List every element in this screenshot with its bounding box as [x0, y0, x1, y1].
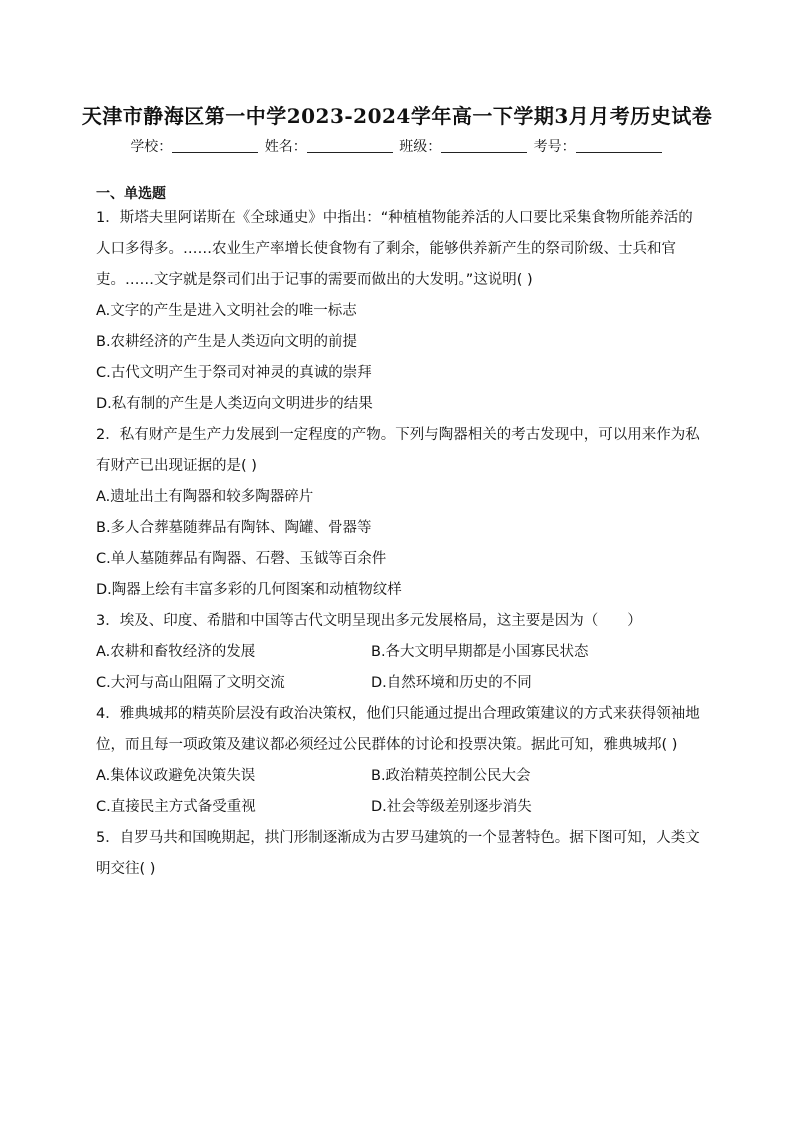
q3-option-c: C.大河与高山阻隔了文明交流 [96, 675, 285, 691]
school-blank[interactable] [172, 138, 258, 153]
q4-options-row-1 [96, 761, 700, 792]
class-label: 班级： [399, 139, 442, 155]
q2-option-b: B.多人合葬墓随葬品有陶钵、陶罐、骨器等 [96, 520, 372, 536]
q4-option-a: A.集体议政避免决策失误 [96, 768, 256, 784]
q1-option-d: D.私有制的产生是人类迈向文明进步的结果 [96, 396, 373, 412]
q2-option-d: D.陶器上绘有丰富多彩的几何图案和动植物纹样 [96, 582, 402, 598]
name-label: 姓名： [264, 139, 307, 155]
q3-option-b: B.各大文明早期都是小国寡民状态 [371, 644, 589, 660]
school-label: 学校： [130, 139, 173, 155]
q3-options-row-2 [96, 668, 700, 699]
q3-option-d: D.自然环境和历史的不同 [371, 675, 532, 691]
q2-option-a: A.遗址出土有陶器和较多陶器碎片 [96, 489, 314, 505]
q4-options-row-2 [96, 792, 700, 823]
student-info-line [0, 136, 794, 156]
questions-list [96, 203, 700, 885]
question-3: 3．埃及、印度、希腊和中国等古代文明呈现出多元发展格局，这主要是因为（ ） [96, 613, 642, 629]
section-heading: 一、单选题 [96, 186, 166, 202]
q4-option-c: C.直接民主方式备受重视 [96, 799, 256, 815]
question-1: 1．斯塔夫里阿诺斯在《全球通史》中指出：“种植植物能养活的人口要比采集食物所能养活的人口多得多。……农业生产率增长使食物有了剩余，能够供养新产生的祭司阶级、士兵和官吏。……文字就是祭司们出于记事的需要而做出的大发明。”这说明( ) [96, 210, 693, 288]
exam-number-label: 考号： [533, 139, 576, 155]
q1-option-c: C.古代文明产生于祭司对神灵的真诚的崇拜 [96, 365, 372, 381]
q3-options-row-1 [96, 637, 700, 668]
q1-option-a: A.文字的产生是进入文明社会的唯一标志 [96, 303, 357, 319]
question-4: 4．雅典城邦的精英阶层没有政治决策权，他们只能通过提出合理政策建议的方式来获得领袖地位，而且每一项政策及建议都必须经过公民群体的讨论和投票决策。据此可知，雅典城邦( ) [96, 706, 700, 753]
q4-option-b: B.政治精英控制公民大会 [371, 768, 531, 784]
name-blank[interactable] [307, 138, 393, 153]
class-blank[interactable] [441, 138, 527, 153]
page-title: 天津市静海区第一中学2023-2024学年高一下学期3月月考历史试卷 [81, 104, 713, 128]
question-2: 2．私有财产是生产力发展到一定程度的产物。下列与陶器相关的考古发现中，可以用来作为私有财产已出现证据的是( ) [96, 427, 700, 474]
question-5: 5．自罗马共和国晚期起，拱门形制逐渐成为古罗马建筑的一个显著特色。据下图可知，人类文明交往( ) [96, 830, 700, 877]
q3-option-a: A.农耕和畜牧经济的发展 [96, 644, 256, 660]
q2-option-c: C.单人墓随葬品有陶器、石磬、玉钺等百余件 [96, 551, 387, 567]
exam-number-blank[interactable] [576, 138, 662, 153]
q4-option-d: D.社会等级差别逐步消失 [371, 799, 532, 815]
q1-option-b: B.农耕经济的产生是人类迈向文明的前提 [96, 334, 358, 350]
